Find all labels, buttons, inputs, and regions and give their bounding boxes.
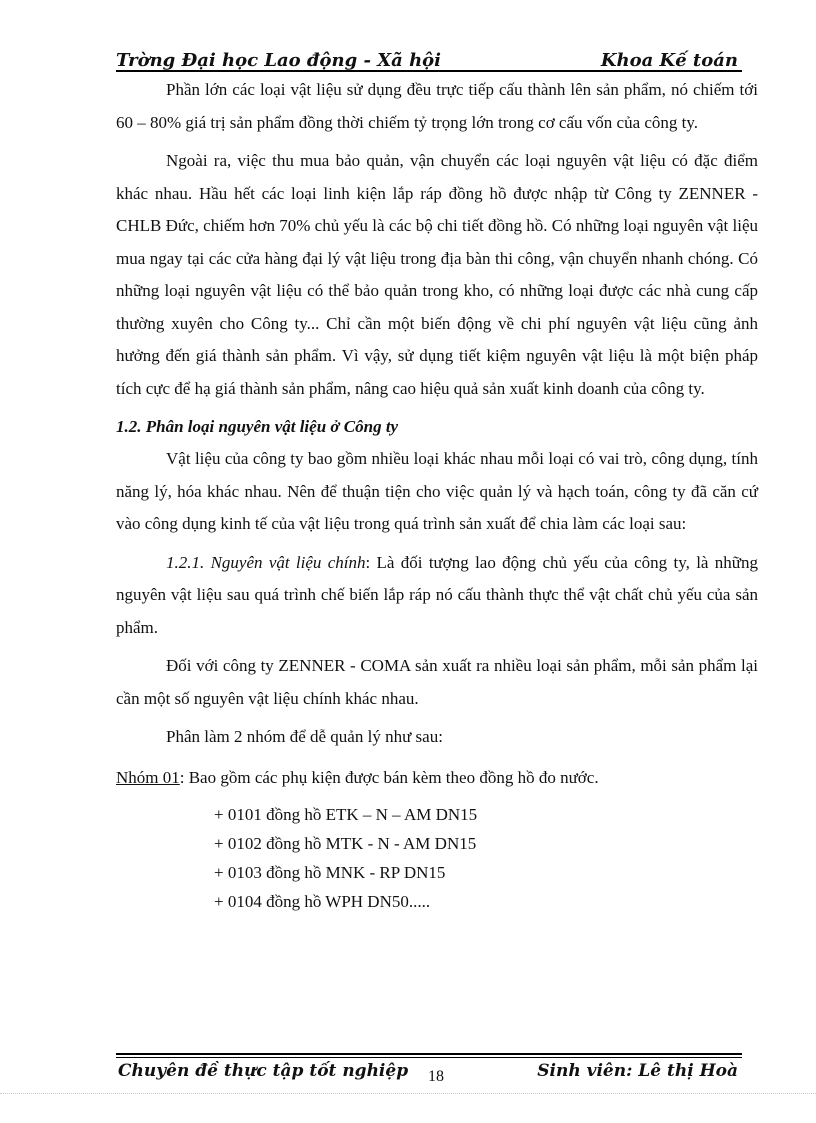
paragraph-6: Phân làm 2 nhóm để dễ quản lý như sau: (166, 727, 443, 746)
group-text: : Bao gồm các phụ kiện được bán kèm theo đồng hồ đo nước. (179, 767, 599, 787)
header-university: Trờng Đại học Lao động - Xã hội (116, 50, 442, 71)
list-item: + 0103 đồng hồ MNK - RP DN15 (214, 863, 446, 882)
paragraph-5: Đối với công ty ZENNER - COMA sản xuất ra nhiều loại sản phẩm, mỗi sản phẩm lại cần một số nguyên vật liệu chính khác nhau. (116, 656, 758, 708)
list-item: + 0101 đồng hồ ETK – N – AM DN15 (214, 805, 478, 824)
header-faculty: Khoa Kế toán (600, 50, 738, 71)
subsection-title: 1.2.1. Nguyên vật liệu chính (166, 552, 366, 572)
page-number: 18 (428, 1068, 444, 1084)
paragraph-3: Vật liệu của công ty bao gồm nhiều loại khác nhau mỗi loại có vai trò, công dụng, tính năng lý, hóa khác nhau. Nên để thuận tiện cho việc quản lý và hạch toán, công ty đã căn cứ vào công dụng kinh tế của vật liệu trong quá trình sản xuất để chia làm các loại sau: (116, 449, 758, 533)
page-header (116, 46, 742, 72)
document-body (116, 74, 758, 916)
paragraph-2: Ngoài ra, việc thu mua bảo quản, vận chuyển các loại nguyên vật liệu có đặc điểm khác nhau. Hầu hết các loại linh kiện lắp ráp đồng hồ được nhập từ Công ty ZENNER - CHLB Đức, chiếm hơn 70% chủ yếu là các bộ chi tiết đồng hồ. Có những loại nguyên vật liệu mua ngay tại các cửa hàng đại lý vật liệu trong địa bàn thi công, vận chuyển nhanh chóng. Có những loại nguyên vật liệu có thể bảo quản trong kho, có những loại được các nhà cung cấp thường xuyên cho Công ty... Chỉ cần một biến động về chi phí nguyên vật liệu cũng ảnh hưởng đến giá thành sản phẩm. Vì vậy, sử dụng tiết kiệm nguyên vật liệu là một biện pháp tích cực để hạ giá thành sản phẩm, nâng cao hiệu quả sản xuất kinh doanh của công ty. (116, 151, 758, 398)
footer-student: Sinh viên: Lê thị Hoà (537, 1061, 738, 1081)
footer-title: Chuyên đề thực tập tốt nghiệp (118, 1061, 409, 1081)
group-line (116, 762, 758, 795)
item-list (214, 800, 758, 916)
header-rule (116, 70, 742, 72)
page-footer (116, 1058, 742, 1084)
list-item: + 0102 đồng hồ MTK - N - AM DN15 (214, 834, 477, 853)
list-item: + 0104 đồng hồ WPH DN50..... (214, 892, 431, 911)
page-edge-divider (0, 1093, 816, 1094)
footer-rule (116, 1053, 742, 1055)
section-title: 1.2. Phân loại nguyên vật liệu ở Công ty (116, 417, 399, 436)
paragraph-4-text: : Là đối tượng lao động chủ yếu của công ty, là những nguyên vật liệu sau quá trình chế biến lắp ráp nó cấu thành thực thể vật chất chủ yếu của sản phẩm. (116, 552, 758, 637)
paragraph-1: Phần lớn các loại vật liệu sử dụng đều trực tiếp cấu thành lên sản phẩm, nó chiếm tới 60 – 80% giá trị sản phẩm đồng thời chiếm tỷ trọng lớn trong cơ cấu vốn của công ty. (116, 80, 758, 132)
group-label: Nhóm 01 (116, 767, 180, 787)
paragraph-4 (116, 547, 758, 645)
